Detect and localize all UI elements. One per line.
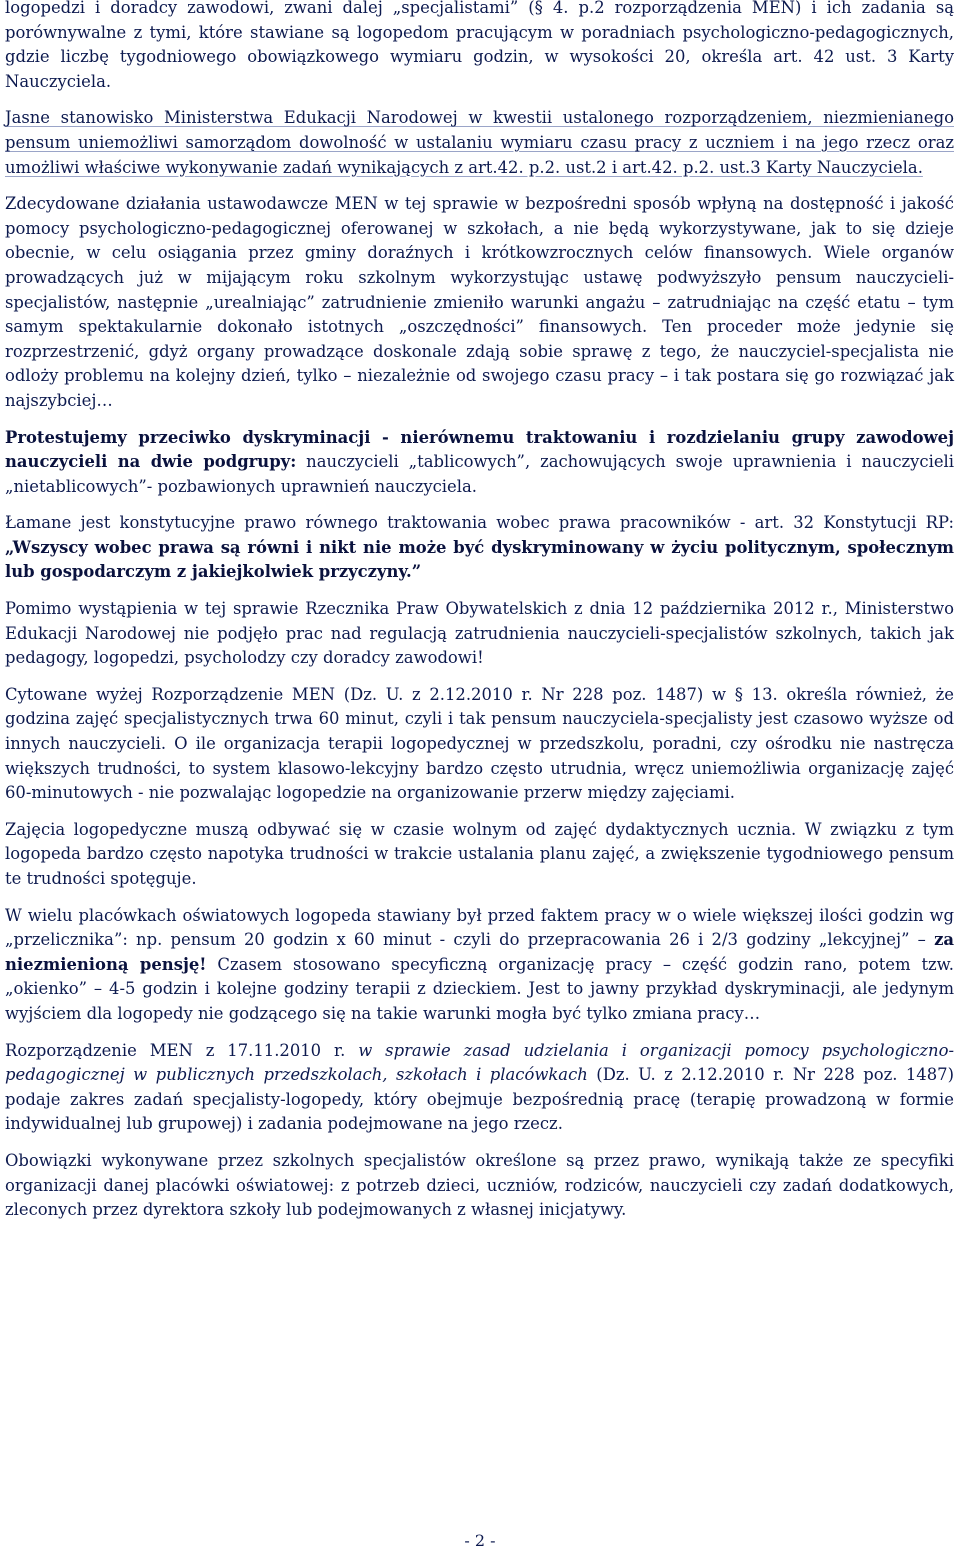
protest-statement: Protestujemy przeciwko dyskryminacji - nierównemu traktowaniu i rozdzielaniu grupy zawodowej nauczycieli na dwie podgrupy: — [5, 427, 954, 472]
paragraph-ministry-position: Jasne stanowisko Ministerstwa Edukacji Narodowej w kwestii ustalonego rozporządzeniem, niezmienianego pensum uniemożliwi samorządom dowolność w ustalaniu wymiaru czasu pracy z uczniem i na jego rzecz oraz umożliwi właściwe wykonywanie zadań wynikających z art.42. p.2. ust.2 i art.42. p.2. ust.3 Karty Nauczyciela. — [5, 108, 954, 177]
paragraph-specialists-duties: logopedzi i doradcy zawodowi, zwani dalej „specjalistami” (§ 4. p.2 rozporządzenia MEN) i ich zadania są porównywalne z tymi, które stawiane są logopedom pracującym w poradniach psychologiczno-pedagogicznych, gdzie liczbę tygodniowego obowiązkowego wymiaru godzin, w wysokości 20, określa art. 42 ust. 3 Karty Nauczyciela. — [5, 0, 954, 91]
workload-intro: W wielu placówkach oświatowych logopeda stawiany był przed faktem pracy w o wiele większej ilości godzin wg „przelicznika”: np. pensum 20 godzin x 60 minut - czyli do przepracowania 26 i 2/3 godziny „lekcyjnej” – — [5, 905, 954, 950]
constitution-intro: Łamane jest konstytucyjne prawo równego traktowania wobec prawa pracowników - art. 32 Konstytucji RP: — [5, 513, 954, 533]
paragraph-ombudsman: Pomimo wystąpienia w tej sprawie Rzecznika Praw Obywatelskich z dnia 12 października 2012 r., Ministerstwo Edukacji Narodowej nie podjęło prac nad regulacją zatrudnienia nauczycieli-specjalistów szkolnych, takich jak pedagogy, logopedzi, psycholodzy czy doradcy zawodowi! — [5, 599, 954, 668]
paragraph-protest — [5, 426, 954, 500]
workload-detail: Czasem stosowano specyficzną organizację pracy – część godzin rano, potem tzw. „okienko” – 4-5 godzin i kolejne godziny terapii z dzieckiem. Jest to jawny przykład dyskryminacji, ale jedynym wyjściem dla logopedy nie godzącego się na takie warunki mogła być tylko zmiana pracy… — [5, 954, 954, 1023]
constitution-quote: „Wszyscy wobec prawa są równi i nikt nie może być dyskryminowany w życiu politycznym, społecznym lub gospodarczym z jakiejkolwiek przyczyny.” — [5, 537, 954, 582]
page-number: - 2 - — [464, 1531, 496, 1550]
regulation-detail: (Dz. U. z 2.12.2010 r. Nr 228 poz. 1487) podaje zakres zadań specjalisty-logopedy, który obejmuje bezpośrednią pracę (terapię prowadzoną w formie indywidualnej lub grupowej) i zadania podejmowane na jego rzecz. — [5, 1065, 954, 1134]
paragraph-speech-therapy-schedule: Zajęcia logopedyczne muszą odbywać się w czasie wolnym od zajęć dydaktycznych ucznia. W związku z tym logopeda bardzo często napotyka trudności w trakcie ustalania planu zajęć, a zwiększenie tygodniowego pensum te trudności spotęguje. — [5, 819, 954, 888]
regulation-title: w sprawie zasad udzielania i organizacji pomocy psychologiczno-pedagogicznej w publicznych przedszkolach, szkołach i placówkach — [5, 1040, 955, 1085]
paragraph-regulation-scope — [5, 1039, 954, 1137]
paragraph-legislative-action: Zdecydowane działania ustawodawcze MEN w tej sprawie w bezpośredni sposób wpłyną na dostępność i jakość pomocy psychologiczno-pedagogicznej oferowanej w szkołach, a nie będą wykorzystywane, jak to się dzieje obecnie, w celu osiągania przez gminy doraźnych i krótkowzrocznych celów finansowych. Wiele organów prowadzących już w mijającym roku szkolnym wykorzystując ustawę podwyższyło pensum nauczycieli-specjalistów, następnie „urealniając” zatrudnienie zmieniło warunki angażu – zatrudniając na część etatu – tym samym spektakularnie dokonało istotnych „oszczędności” finansowych. Ten proceder może jedynie się rozprzestrzenić, gdyż organy prowadzące doskonale zdają sobie sprawę z tego, że nauczyciel-specjalista nie odloży problemu na kolejny dzień, tylko – niezależnie od swojego czasu pracy – i tak postara się go rozwiązać jak najszybciej… — [5, 194, 954, 410]
paragraph-constitution — [5, 511, 954, 585]
paragraph-workload-conversion — [5, 904, 954, 1027]
paragraph-60-minute-hour: Cytowane wyżej Rozporządzenie MEN (Dz. U. z 2.12.2010 r. Nr 228 poz. 1487) w § 13. określa również, że godzina zajęć specjalistycznych trwa 60 minut, czyli i tak pensum nauczyciela-specjalisty jest czasowo wyższe od innych nauczycieli. O ile organizacja terapii logopedycznej w przedszkolu, poradni, czy ośrodku nie nastręcza większych trudności, to system klasowo-lekcyjny bardzo często utrudnia, wręcz uniemożliwia organizację zajęć 60-minutowych - nie pozwalając logopedzie na organizowanie przerw między zajęciami. — [5, 684, 954, 803]
regulation-intro: Rozporządzenie MEN z 17.11.2010 r. — [5, 1040, 359, 1060]
paragraph-specialist-obligations: Obowiązki wykonywane przez szkolnych specjalistów określone są przez prawo, wynikają także ze specyfiki organizacji danej placówki oświatowej: z potrzeb dzieci, uczniów, rodziców, nauczycieli czy zadań dodatkowych, zleconych przez dyrektora szkoły lub podejmowanych z własnej inicjatywy. — [5, 1150, 954, 1220]
protest-detail: nauczycieli „tablicowych”, zachowujących swoje uprawnienia i nauczycieli „nietablicowych”- pozbawionych uprawnień nauczyciela. — [5, 452, 955, 496]
workload-emphasis: za niezmienioną pensję! — [5, 930, 954, 974]
